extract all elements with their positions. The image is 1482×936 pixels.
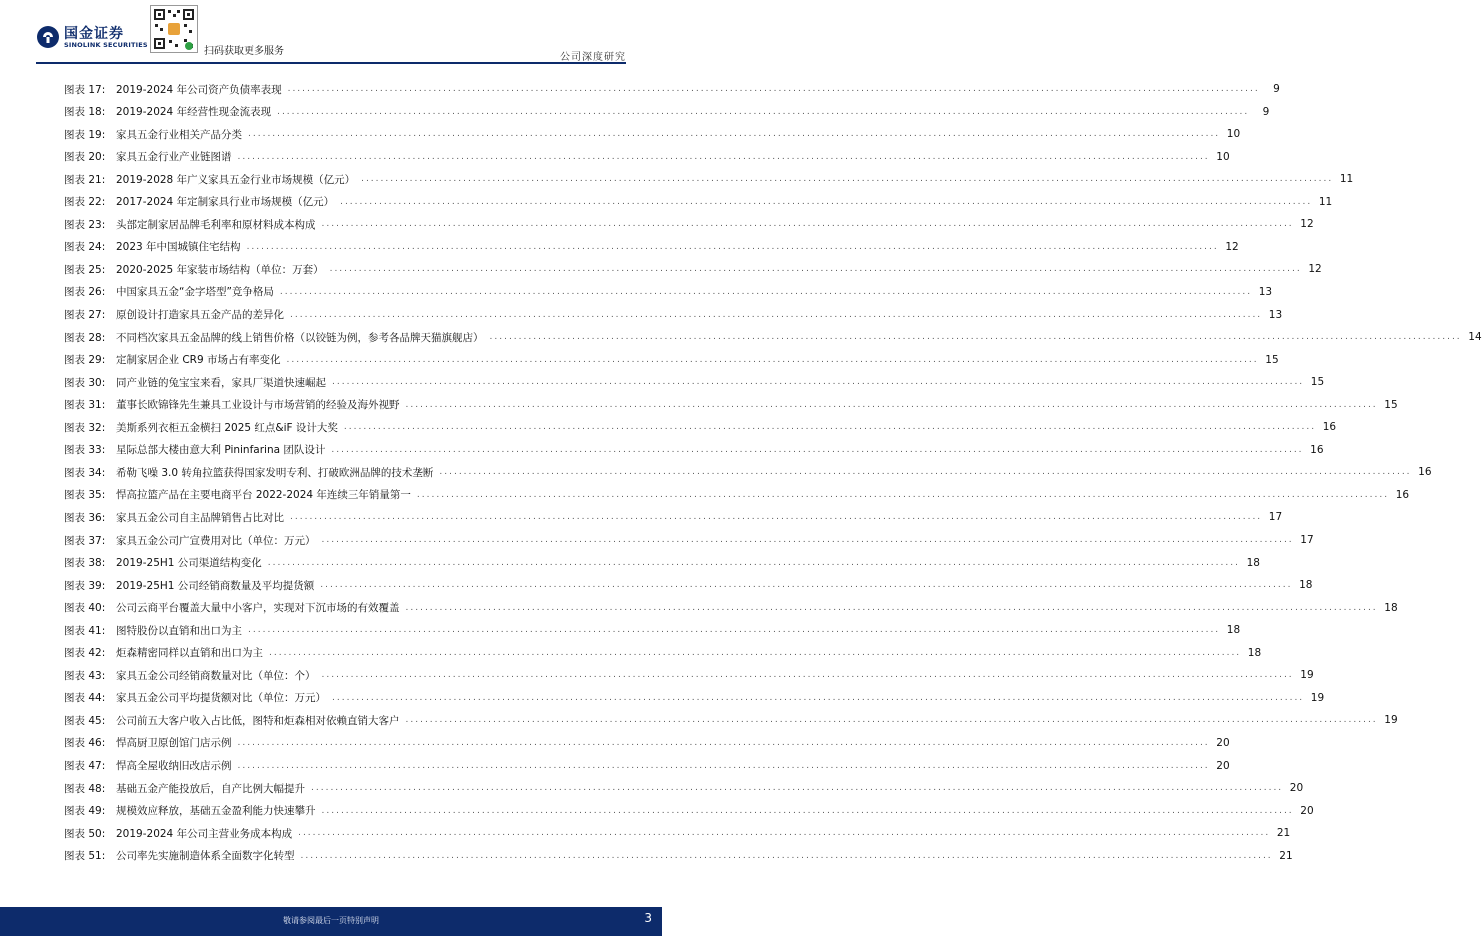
toc-entry-page: 15 <box>1265 353 1279 366</box>
toc-entry-label: 图表 32: <box>64 421 106 434</box>
toc-entry-label: 图表 24: <box>64 241 106 254</box>
toc-leader-dots: ........................................................................................................................................................................................................ <box>321 535 1294 545</box>
toc-entry-title: 希勒飞噪 3.0 转角拉篮获得国家发明专利、打破欧洲品牌的技术垄断 <box>116 466 434 479</box>
toc-entry[interactable] <box>64 351 1279 369</box>
toc-leader-dots: ........................................................................................................................................................................................................ <box>269 647 1242 658</box>
toc-entry-page: 19 <box>1384 714 1398 727</box>
toc-entry-title: 不同档次家具五金品牌的线上销售价格（以铰链为例，参考各品牌天猫旗舰店） <box>116 331 484 344</box>
toc-entry[interactable] <box>64 103 1270 121</box>
toc-entry[interactable] <box>64 689 1325 707</box>
toc-entry[interactable] <box>64 599 1398 617</box>
toc-entry-title: 公司前五大客户收入占比低，图特和炬森相对依赖直销大客户 <box>116 714 400 727</box>
toc-leader-dots: ........................................................................................................................................................................................................ <box>340 196 1313 207</box>
toc-entry[interactable] <box>64 328 1482 346</box>
toc-entry[interactable] <box>64 80 1280 98</box>
toc-entry[interactable] <box>64 486 1410 504</box>
toc-entry-label: 图表 27: <box>64 309 106 321</box>
footer-disclaimer: 敬请参阅最后一页特别声明 <box>283 916 379 925</box>
toc-entry-label: 图表 43: <box>64 669 106 682</box>
toc-entry[interactable] <box>64 508 1283 526</box>
header-divider <box>36 62 626 64</box>
toc-leader-dots: ........................................................................................................................................................................................................ <box>361 174 1334 185</box>
toc-entry[interactable] <box>64 824 1291 842</box>
toc-entry-title: 2019-2024 年公司主营业务成本构成 <box>116 827 293 840</box>
toc-leader-dots: ........................................................................................................................................................................................................ <box>277 106 1250 117</box>
toc-entry-label: 图表 42: <box>64 647 106 660</box>
toc-entry[interactable] <box>64 666 1314 684</box>
toc-entry-title: 公司云商平台覆盖大量中小客户，实现对下沉市场的有效覆盖 <box>116 602 400 615</box>
toc-entry-label: 图表 44: <box>64 692 106 705</box>
toc-entry-page: 18 <box>1226 624 1241 637</box>
toc-entry[interactable] <box>64 531 1314 549</box>
toc-entry-title: 中国家具五金“金字塔型”竞争格局 <box>116 286 274 299</box>
toc-entry-title: 2019-2028 年广义家具五金行业市场规模（亿元） <box>116 173 356 186</box>
toc-entry-title: 家具五金公司广宣费用对比（单位：万元） <box>116 534 316 547</box>
toc-entry-title: 2019-2024 年经营性现金流表现 <box>116 106 272 119</box>
toc-entry-label: 图表 17: <box>64 83 106 96</box>
toc-leader-dots: ........................................................................................................................................................................................................ <box>248 129 1221 140</box>
toc-leader-dots: ........................................................................................................................................................................................................ <box>321 670 1294 681</box>
toc-leader-dots: ........................................................................................................................................................................................................ <box>311 783 1284 794</box>
toc-entry-page: 18 <box>1384 601 1398 614</box>
page-footer <box>0 907 662 936</box>
toc-entry[interactable] <box>64 711 1398 729</box>
toc-entry[interactable] <box>64 125 1241 143</box>
toc-leader-dots: ........................................................................................................................................................................................................ <box>416 489 1390 500</box>
toc-entry[interactable] <box>64 396 1398 414</box>
toc-entry[interactable] <box>64 576 1313 594</box>
toc-leader-dots: ........................................................................................................................................................................................................ <box>279 286 1253 297</box>
toc-entry-label: 图表 18: <box>64 106 106 119</box>
toc-entry-page: 21 <box>1276 827 1291 840</box>
toc-entry[interactable] <box>64 418 1337 436</box>
toc-entry[interactable] <box>64 215 1314 233</box>
brand-name-cn: 国金证券 <box>64 26 124 42</box>
toc-leader-dots: ........................................................................................................................................................................................................ <box>332 377 1305 388</box>
toc-entry-page: 20 <box>1216 736 1230 749</box>
toc-entry-title: 图特股份以直销和出口为主 <box>116 624 242 637</box>
toc-leader-dots: ........................................................................................................................................................................................................ <box>300 850 1273 861</box>
toc-entry[interactable] <box>64 757 1230 775</box>
toc-entry-label: 图表 47: <box>64 760 106 772</box>
toc-entry-label: 图表 41: <box>64 624 106 637</box>
toc-entry-label: 图表 40: <box>64 602 106 615</box>
toc-entry-label: 图表 20: <box>64 151 106 164</box>
toc-entry-page: 18 <box>1246 556 1260 569</box>
toc-entry[interactable] <box>64 306 1283 324</box>
toc-leader-dots: ........................................................................................................................................................................................................ <box>237 151 1210 162</box>
toc-entry-label: 图表 39: <box>64 579 106 592</box>
toc-leader-dots: ........................................................................................................................................................................................................ <box>321 805 1294 816</box>
toc-entry[interactable] <box>64 554 1260 572</box>
toc-leader-dots: ........................................................................................................................................................................................................ <box>237 737 1210 748</box>
toc-entry[interactable] <box>64 260 1322 278</box>
toc-entry-label: 图表 49: <box>64 805 106 818</box>
toc-entry-page: 19 <box>1310 691 1325 704</box>
toc-entry-title: 悍高拉篮产品在主要电商平台 2022-2024 年连续三年销量第一 <box>116 489 411 502</box>
toc-entry-page: 19 <box>1300 669 1314 682</box>
toc-entry-label: 图表 35: <box>64 489 106 502</box>
toc-entry[interactable] <box>64 148 1230 166</box>
toc-entry-title: 定制家居企业 CR9 市场占有率变化 <box>116 354 281 367</box>
toc-entry-title: 基础五金产能投放后，自产比例大幅提升 <box>116 782 305 795</box>
toc-entry-page: 18 <box>1299 579 1313 592</box>
toc-entry-page: 15 <box>1310 376 1325 389</box>
toc-entry-title: 2019-2024 年公司资产负债率表现 <box>116 83 282 96</box>
toc-entry-page: 16 <box>1395 488 1410 501</box>
toc-entry-title: 悍高全屋收纳旧改店示例 <box>116 760 232 772</box>
toc-entry-title: 2019-25H1 公司经销商数量及平均提货额 <box>116 579 315 592</box>
page-number: 3 <box>644 911 652 925</box>
toc-entry-page: 20 <box>1216 759 1230 772</box>
toc-entry-label: 图表 50: <box>64 827 106 840</box>
qr-caption: 扫码获取更多服务 <box>204 46 284 57</box>
toc-leader-dots: ........................................................................................................................................................................................................ <box>298 828 1271 839</box>
toc-entry-title: 悍高厨卫原创馆门店示例 <box>116 737 232 750</box>
toc-leader-dots: ........................................................................................................................................................................................................ <box>405 715 1378 726</box>
toc-leader-dots: ........................................................................................................................................................................................................ <box>331 444 1304 455</box>
toc-leader-dots: ........................................................................................................................................................................................................ <box>332 692 1305 703</box>
toc-entry-page: 16 <box>1418 466 1432 479</box>
toc-entry-page: 17 <box>1300 534 1314 546</box>
toc-entry-label: 图表 37: <box>64 534 106 547</box>
toc-entry[interactable] <box>64 193 1333 211</box>
toc-entry-title: 2023 年中国城镇住宅结构 <box>116 241 241 254</box>
toc-entry-label: 图表 51: <box>64 850 106 863</box>
toc-entry-page: 11 <box>1339 173 1354 186</box>
toc-entry-page: 20 <box>1300 804 1314 817</box>
toc-entry-label: 图表 19: <box>64 128 106 141</box>
toc-entry-page: 16 <box>1310 443 1324 456</box>
toc-entry[interactable] <box>64 463 1432 481</box>
toc-entry-page: 15 <box>1384 398 1398 411</box>
toc-entry-label: 图表 23: <box>64 218 106 231</box>
toc-entry-label: 图表 46: <box>64 737 106 750</box>
toc-entry[interactable] <box>64 734 1230 752</box>
toc-entry-label: 图表 34: <box>64 466 106 479</box>
toc-entry-title: 家具五金行业相关产品分类 <box>116 128 242 141</box>
toc-entry-page: 21 <box>1279 849 1293 862</box>
toc-leader-dots: ........................................................................................................................................................................................................ <box>439 467 1412 478</box>
toc-entry-title: 炬森精密同样以直销和出口为主 <box>116 647 263 660</box>
toc-entry-page: 9 <box>1262 105 1270 118</box>
toc-entry[interactable] <box>64 847 1293 865</box>
toc-entry[interactable] <box>64 170 1354 188</box>
toc-entry[interactable] <box>64 621 1241 639</box>
toc-entry-label: 图表 29: <box>64 354 106 367</box>
toc-entry-label: 图表 31: <box>64 399 106 412</box>
toc-entry-title: 规模效应释放，基础五金盈利能力快速攀升 <box>116 805 316 818</box>
toc-entry-page: 9 <box>1273 83 1280 95</box>
toc-entry-page: 12 <box>1308 263 1322 276</box>
toc-entry-title: 家具五金公司平均提货额对比（单位：万元） <box>116 692 326 705</box>
toc-entry-label: 图表 30: <box>64 376 106 389</box>
toc-entry-label: 图表 26: <box>64 286 106 299</box>
toc-leader-dots: ........................................................................................................................................................................................................ <box>489 332 1462 343</box>
toc-entry[interactable] <box>64 283 1273 301</box>
toc-leader-dots: ........................................................................................................................................................................................................ <box>290 309 1263 320</box>
toc-entry[interactable] <box>64 373 1325 391</box>
toc-entry-page: 11 <box>1318 195 1333 208</box>
toc-entry-title: 家具五金公司自主品牌销售占比对比 <box>116 511 284 524</box>
toc-leader-dots: ........................................................................................................................................................................................................ <box>343 422 1317 433</box>
toc-entry-label: 图表 33: <box>64 444 106 457</box>
toc-leader-dots: ........................................................................................................................................................................................................ <box>246 241 1219 252</box>
toc-leader-dots: ........................................................................................................................................................................................................ <box>320 580 1293 591</box>
toc-entry-title: 星际总部大楼由意大利 Pininfarina 团队设计 <box>116 444 326 457</box>
toc-leader-dots: ........................................................................................................................................................................................................ <box>290 512 1263 523</box>
toc-entry-label: 图表 25: <box>64 263 106 276</box>
toc-entry[interactable] <box>64 238 1239 256</box>
toc-entry-title: 董事长欧锦锋先生兼具工业设计与市场营销的经验及海外视野 <box>116 399 400 412</box>
toc-entry-page: 17 <box>1268 511 1283 524</box>
toc-entry-page: 14 <box>1468 331 1482 344</box>
toc-entry-title: 同产业链的兔宝宝来看，家具厂渠道快速崛起 <box>116 376 326 389</box>
toc-entry-title: 家具五金行业产业链图谱 <box>116 151 232 164</box>
toc-leader-dots: ........................................................................................................................................................................................................ <box>405 399 1378 410</box>
sinolink-logo-icon <box>36 25 60 49</box>
toc-entry-page: 12 <box>1300 218 1314 231</box>
report-type-label: 公司深度研究 <box>560 52 626 63</box>
toc-entry-label: 图表 22: <box>64 196 106 209</box>
qr-code-icon[interactable] <box>150 5 198 53</box>
toc-leader-dots: ........................................................................................................................................................................................................ <box>286 354 1259 365</box>
toc-leader-dots: ........................................................................................................................................................................................................ <box>329 264 1302 275</box>
toc-entry-page: 10 <box>1226 128 1241 141</box>
toc-entry-label: 图表 38: <box>64 557 106 570</box>
toc-entry-title: 2020-2025 年家装市场结构（单位：万套） <box>116 263 324 276</box>
toc-entry-page: 12 <box>1225 240 1239 253</box>
toc-entry-page: 13 <box>1268 308 1283 321</box>
toc-entry[interactable] <box>64 779 1304 797</box>
toc-entry-page: 13 <box>1258 285 1273 298</box>
toc-leader-dots: ........................................................................................................................................................................................................ <box>321 219 1294 230</box>
toc-leader-dots: ........................................................................................................................................................................................................ <box>405 602 1378 613</box>
toc-leader-dots: ........................................................................................................................................................................................................ <box>237 760 1210 771</box>
toc-entry-title: 原创设计打造家具五金产品的差异化 <box>116 309 284 321</box>
toc-leader-dots: ........................................................................................................................................................................................................ <box>287 84 1260 94</box>
toc-entry[interactable] <box>64 644 1262 662</box>
toc-entry-page: 10 <box>1216 150 1230 163</box>
toc-entry-page: 18 <box>1247 646 1262 659</box>
brand-name-en: SINOLINK SECURITIES <box>64 41 148 49</box>
toc-entry-title: 2019-25H1 公司渠道结构变化 <box>116 557 262 570</box>
toc-entry-title: 美斯系列衣柜五金横扫 2025 红点&iF 设计大奖 <box>116 421 338 434</box>
toc-leader-dots: ........................................................................................................................................................................................................ <box>267 557 1240 568</box>
toc-entry[interactable] <box>64 802 1314 820</box>
toc-entry-label: 图表 48: <box>64 782 106 795</box>
toc-entry-page: 16 <box>1322 421 1337 434</box>
toc-entry-title: 家具五金公司经销商数量对比（单位：个） <box>116 669 316 682</box>
toc-entry-label: 图表 45: <box>64 714 106 727</box>
toc-entry-label: 图表 21: <box>64 173 106 186</box>
toc-entry-label: 图表 28: <box>64 331 106 344</box>
toc-entry-title: 头部定制家居品牌毛利率和原材料成本构成 <box>116 218 316 231</box>
toc-entry-label: 图表 36: <box>64 511 106 524</box>
toc-entry[interactable] <box>64 441 1324 459</box>
page-header <box>0 0 662 64</box>
toc-entry-title: 公司率先实施制造体系全面数字化转型 <box>116 850 295 863</box>
toc-entry-title: 2017-2024 年定制家具行业市场规模（亿元） <box>116 196 335 209</box>
toc-entry-page: 20 <box>1289 782 1304 795</box>
toc-leader-dots: ........................................................................................................................................................................................................ <box>248 625 1221 636</box>
